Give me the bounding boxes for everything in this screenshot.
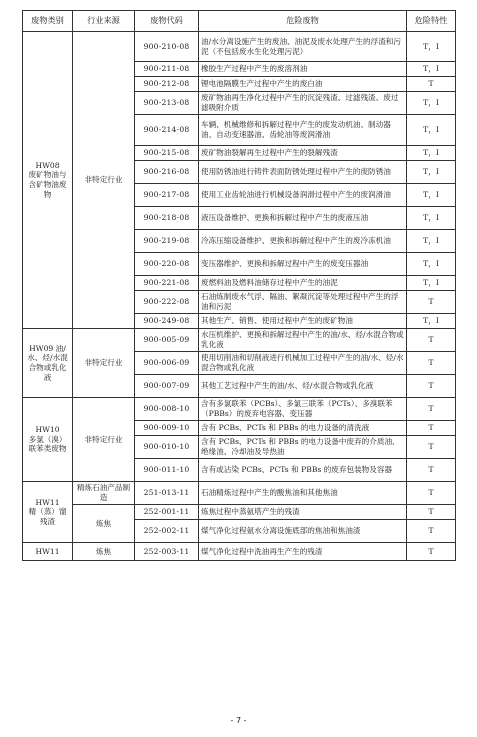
table-row — [23, 398, 456, 421]
waste-code: 900-213-08 — [135, 92, 199, 115]
waste-code: 900-211-08 — [135, 62, 199, 77]
waste-description: 其他生产、销售、使用过程中产生的废矿物油 — [199, 314, 407, 329]
industry-source: 非特定行业 — [73, 329, 135, 398]
waste-category: HW11 — [23, 543, 73, 561]
hazard-characteristic: T — [407, 436, 456, 459]
waste-code: 900-005-09 — [135, 329, 199, 352]
waste-code: 252-002-11 — [135, 520, 199, 543]
waste-description: 冷冻压缩设备维护、更换和拆解过程中产生的废冷冻机油 — [199, 230, 407, 253]
waste-description: 废矿物油再生净化过程中产生的沉淀残渣、过滤残渣、废过滤吸附介质 — [199, 92, 407, 115]
industry-source: 炼焦 — [73, 505, 135, 543]
hazard-characteristic: T，I — [407, 32, 456, 62]
header-row — [23, 11, 456, 32]
hazard-characteristic: T，I — [407, 184, 456, 207]
waste-category: HW10 多氯（溴）联苯类废物 — [23, 398, 73, 482]
waste-code: 900-212-08 — [135, 77, 199, 92]
waste-description: 液压设备维护、更换和拆解过程中产生的废液压油 — [199, 207, 407, 230]
hazard-characteristic: T — [407, 329, 456, 352]
hazard-characteristic: T，I — [407, 92, 456, 115]
waste-description: 锂电池隔膜生产过程中产生的废白油 — [199, 77, 407, 92]
hazard-characteristic: T，I — [407, 253, 456, 276]
waste-code: 900-215-08 — [135, 146, 199, 161]
hazard-characteristic: T — [407, 421, 456, 436]
waste-description: 石油炼制废水气浮、隔油、絮凝沉淀等处理过程中产生的浮油和污泥 — [199, 291, 407, 314]
waste-code: 252-001-11 — [135, 505, 199, 520]
page-number: - 7 - — [230, 716, 247, 725]
hazard-characteristic: T，I — [407, 62, 456, 77]
header-waste: 危险废物 — [199, 11, 407, 32]
table-row — [23, 482, 456, 505]
hazard-characteristic: T，I — [407, 207, 456, 230]
hazard-characteristic: T，I — [407, 276, 456, 291]
waste-description: 油/水分离设施产生的废油、油泥及废水处理产生的浮渣和污泥（不包括废水生化处理污泥） — [199, 32, 407, 62]
industry-source: 非特定行业 — [73, 398, 135, 482]
waste-code: 900-008-10 — [135, 398, 199, 421]
waste-code: 900-220-08 — [135, 253, 199, 276]
table-row — [23, 505, 456, 520]
waste-description: 废矿物油裂解再生过程中产生的裂解残渣 — [199, 146, 407, 161]
table-row — [23, 543, 456, 561]
hazard-characteristic: T — [407, 520, 456, 543]
waste-code: 900-222-08 — [135, 291, 199, 314]
waste-description: 含有 PCBs、PCTs 和 PBBs 的电力设备的清洗液 — [199, 421, 407, 436]
waste-description: 炼焦过程中蒸氨塔产生的残渣 — [199, 505, 407, 520]
hazard-characteristic: T，I — [407, 115, 456, 146]
header-source: 行业来源 — [73, 11, 135, 32]
waste-table-page — [22, 10, 455, 561]
table-row — [23, 32, 456, 62]
waste-code: 252-003-11 — [135, 543, 199, 561]
waste-description: 使用切削油和切削液进行机械加工过程中产生的油/水、烃/水混合物或乳化液 — [199, 352, 407, 375]
waste-description: 含有多氯联苯（PCBs）、多氯三联苯（PCTs）、多溴联苯（PBBs）的废弃电容器、变压器 — [199, 398, 407, 421]
hazard-characteristic: T — [407, 398, 456, 421]
waste-code: 900-011-10 — [135, 459, 199, 482]
hazard-characteristic: T — [407, 352, 456, 375]
hazardous-waste-table — [22, 10, 456, 561]
waste-code: 251-013-11 — [135, 482, 199, 505]
table-body — [23, 32, 456, 561]
waste-description: 其他工艺过程中产生的油/水、烃/水混合物或乳化液 — [199, 375, 407, 398]
waste-code: 900-006-09 — [135, 352, 199, 375]
waste-code: 900-009-10 — [135, 421, 199, 436]
header-code: 废物代码 — [135, 11, 199, 32]
waste-description: 煤气净化过程氨水分离设施底部的焦油和焦油渣 — [199, 520, 407, 543]
hazard-characteristic: T — [407, 505, 456, 520]
hazard-characteristic: T，I — [407, 314, 456, 329]
hazard-characteristic: T，I — [407, 161, 456, 184]
waste-code: 900-217-08 — [135, 184, 199, 207]
waste-code: 900-221-08 — [135, 276, 199, 291]
hazard-characteristic: T — [407, 459, 456, 482]
hazard-characteristic: T — [407, 375, 456, 398]
hazard-characteristic: T — [407, 482, 456, 505]
waste-description: 水压机维护、更换和拆解过程中产生的油/水、烃/水混合物或乳化液 — [199, 329, 407, 352]
waste-description: 变压器维护、更换和拆解过程中产生的废变压器油 — [199, 253, 407, 276]
waste-description: 车辆、机械维修和拆解过程中产生的废发动机油、制动器油、自动变速器油、齿轮油等废润滑油 — [199, 115, 407, 146]
waste-code: 900-007-09 — [135, 375, 199, 398]
waste-code: 900-219-08 — [135, 230, 199, 253]
hazard-characteristic: T，I — [407, 146, 456, 161]
waste-description: 含有或沾染 PCBs、PCTs 和 PBBs 的废弃包装物及容器 — [199, 459, 407, 482]
hazard-characteristic: T — [407, 543, 456, 561]
waste-code: 900-210-08 — [135, 32, 199, 62]
hazard-characteristic: T，I — [407, 230, 456, 253]
waste-category: HW08 废矿物油与含矿物油废物 — [23, 32, 73, 329]
industry-source: 非特定行业 — [73, 32, 135, 329]
industry-source: 炼焦 — [73, 543, 135, 561]
waste-description: 橡胶生产过程中产生的废溶剂油 — [199, 62, 407, 77]
hazard-characteristic: T — [407, 291, 456, 314]
hazard-characteristic: T — [407, 77, 456, 92]
header-characteristic: 危险特性 — [407, 11, 456, 32]
waste-code: 900-214-08 — [135, 115, 199, 146]
table-row — [23, 329, 456, 352]
waste-description: 石油精炼过程中产生的酸焦油和其他焦油 — [199, 482, 407, 505]
waste-description: 废燃料油及燃料油储存过程中产生的油泥 — [199, 276, 407, 291]
waste-code: 900-218-08 — [135, 207, 199, 230]
waste-description: 使用工业齿轮油进行机械设备润滑过程中产生的废润滑油 — [199, 184, 407, 207]
waste-description: 含有 PCBs、PCTs 和 PBBs 的电力设备中废弃的介质油、绝缘油、冷却油及导热油 — [199, 436, 407, 459]
header-category: 废物类别 — [23, 11, 73, 32]
waste-category: HW09 油/水、烃/水混合物或乳化液 — [23, 329, 73, 398]
waste-category: HW11 精（蒸）馏残渣 — [23, 482, 73, 543]
waste-code: 900-010-10 — [135, 436, 199, 459]
waste-code: 900-249-08 — [135, 314, 199, 329]
waste-code: 900-216-08 — [135, 161, 199, 184]
industry-source: 精炼石油产品制造 — [73, 482, 135, 505]
waste-description: 使用防锈油进行铸件表面防锈处理过程中产生的废防锈油 — [199, 161, 407, 184]
waste-description: 煤气净化过程中洗油再生产生的残渣 — [199, 543, 407, 561]
